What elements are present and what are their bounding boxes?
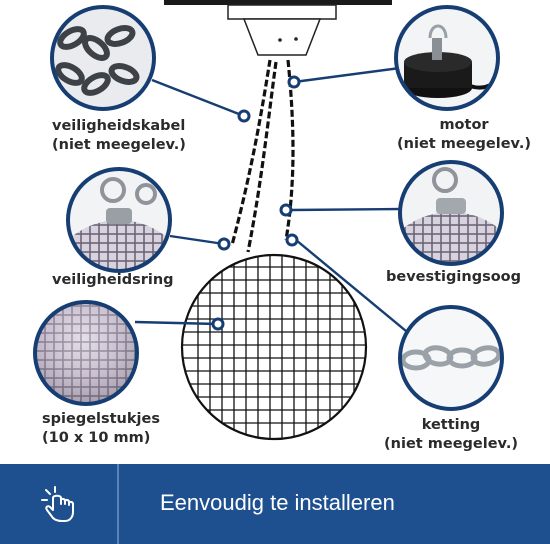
hanging-chains: [232, 60, 293, 252]
label-mirror-pieces-note: (10 x 10 mm): [42, 430, 151, 446]
detail-motor-photo: [394, 5, 506, 115]
label-safety-cable: [52, 117, 186, 155]
label-safety-cable-note: (niet meegelev.): [52, 137, 186, 153]
label-motor: [394, 116, 534, 154]
label-chain-note: (niet meegelev.): [384, 436, 518, 452]
label-motor-title: motor: [439, 117, 489, 133]
footer-icon-box: [0, 464, 119, 544]
label-chain-title: ketting: [421, 417, 481, 433]
footer-banner: [0, 464, 550, 544]
ceiling-mount: [164, 0, 392, 55]
label-safety-cable-title: veiligheidskabel: [52, 118, 186, 134]
label-motor-note: (niet meegelev.): [397, 136, 531, 152]
tap-hand-icon: [38, 484, 78, 524]
footer-text: Eenvoudig te installeren: [160, 490, 395, 515]
label-chain: [380, 416, 522, 454]
detail-chain-photo: [398, 305, 508, 415]
detail-mirror-photo: [34, 300, 144, 410]
disco-ball: [182, 255, 366, 440]
detail-cable-photo: [50, 5, 160, 115]
label-mounting-eye: [386, 268, 521, 287]
label-mirror-pieces: [42, 410, 160, 448]
label-mounting-eye-title: bevestigingsoog: [386, 269, 522, 285]
label-safety-ring-title: veiligheidsring: [52, 272, 174, 288]
label-mirror-pieces-title: spiegelstukjes: [42, 411, 160, 427]
label-safety-ring: [52, 271, 174, 290]
